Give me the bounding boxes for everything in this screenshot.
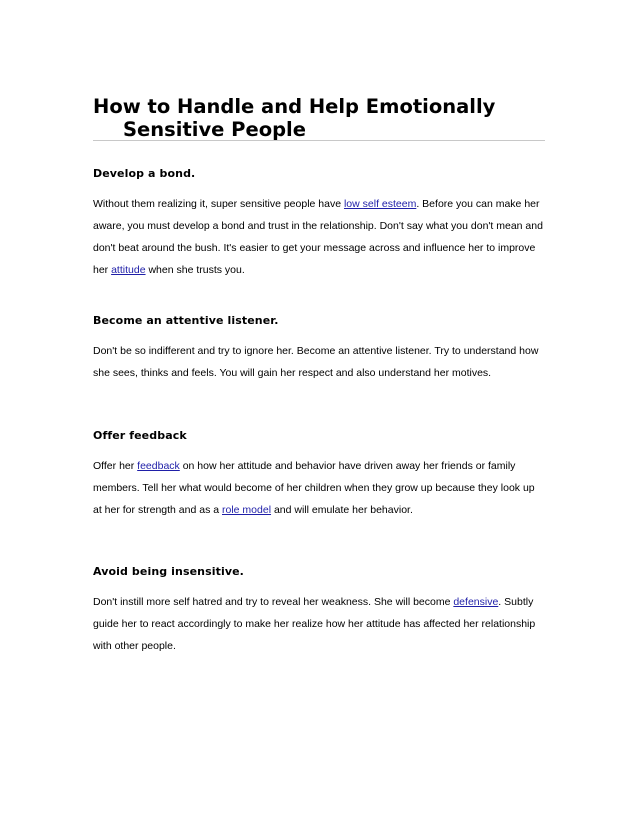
inline-link[interactable]: attitude	[111, 264, 146, 276]
title-line-1: How to Handle and Help Emotionally	[93, 95, 496, 118]
title-divider	[93, 140, 545, 141]
inline-link[interactable]: low self esteem	[343, 198, 417, 210]
section-attentive-listener	[93, 314, 545, 384]
body-text: and will emulate her behavior.	[271, 504, 413, 516]
inline-link[interactable]: defensive	[453, 596, 499, 608]
section-heading: Become an attentive listener.	[93, 314, 279, 327]
section-body	[93, 340, 545, 384]
section-avoid-insensitive	[93, 565, 545, 657]
body-text: on how her attitude and behavior have driven away her friends or family members. Tell her what would become of her children when they grow up because they look up at her for strength and as a	[93, 460, 535, 516]
section-heading: Offer feedback	[93, 429, 187, 442]
section-body	[93, 193, 545, 281]
body-text: Don't instill more self hatred and try to reveal her weakness. She will become	[93, 596, 454, 608]
section-body	[93, 455, 545, 521]
body-text: Don't be so indifferent and try to ignore her. Become an attentive listener. Try to understand how she sees, thinks and feels. You will gain her respect and also understand her motives.	[93, 345, 539, 379]
body-text: . Subtly guide her to react accordingly to make her realize how her attitude has affected her relationship with other people.	[93, 596, 536, 652]
inline-link[interactable]: feedback	[137, 460, 180, 472]
body-text: when she trusts you.	[145, 264, 245, 276]
section-develop-bond	[93, 167, 545, 281]
page-title	[93, 95, 545, 141]
section-heading: Avoid being insensitive.	[93, 565, 244, 578]
title-line-2: Sensitive People	[123, 118, 306, 141]
body-text: Offer her	[93, 460, 138, 472]
inline-link[interactable]: role model	[222, 504, 272, 516]
section-heading: Develop a bond.	[93, 167, 196, 180]
body-text: . Before you can make her aware, you must develop a bond and trust in the relationship. Don't say what you don't mean and don't beat around the bush. It's easier to get your message across and influence her to improve her	[93, 198, 543, 276]
section-body	[93, 591, 545, 657]
body-text: Without them realizing it, super sensitive people have	[93, 198, 344, 210]
section-offer-feedback	[93, 429, 545, 521]
